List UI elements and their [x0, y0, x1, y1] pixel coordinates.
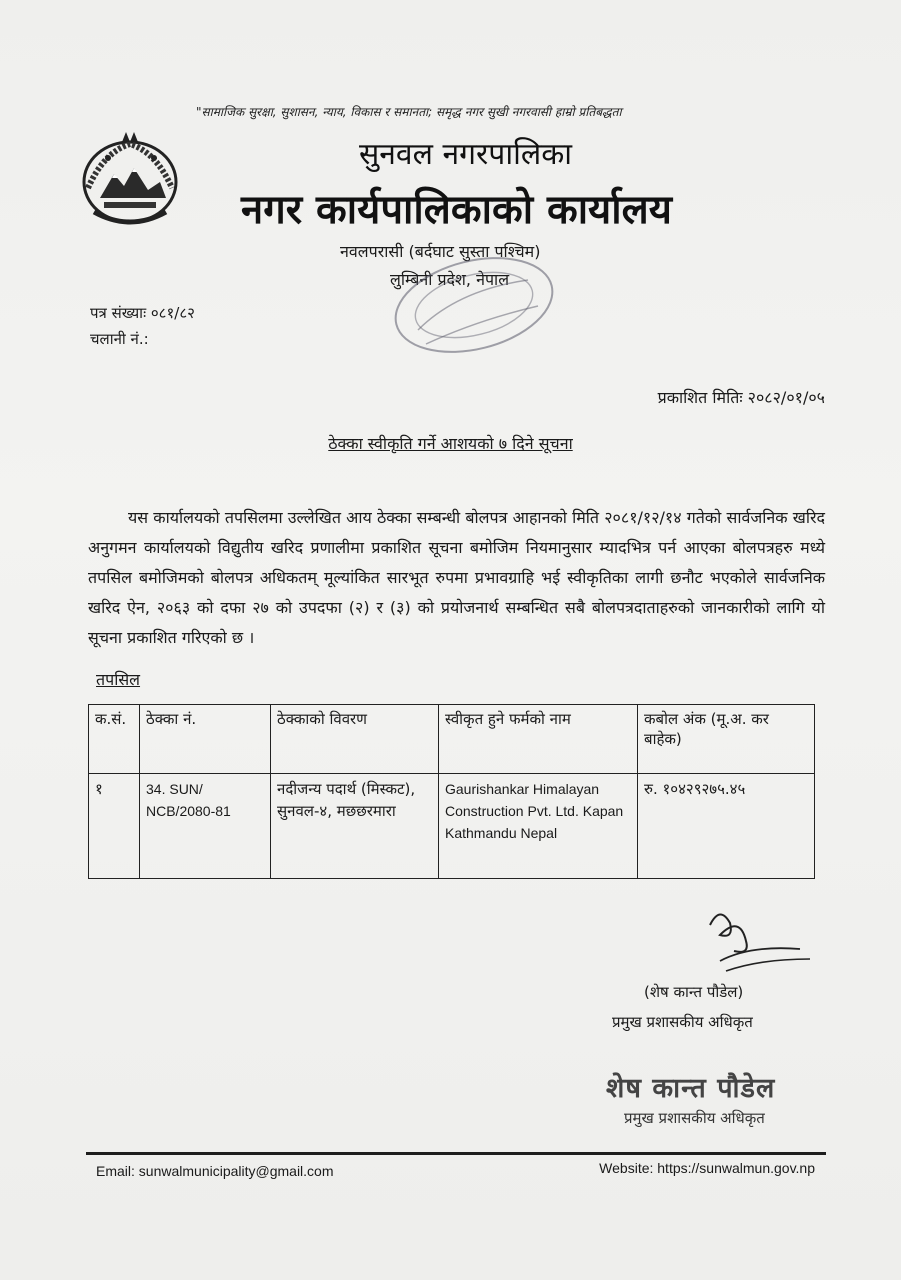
cell-sn: १	[89, 774, 140, 879]
signer-designation: प्रमुख प्रशासकीय अधिकृत	[612, 1013, 753, 1031]
table-header-row	[89, 705, 815, 774]
table-row	[89, 774, 815, 879]
footer-email: Email: sunwalmunicipality@gmail.com	[96, 1163, 334, 1179]
cell-description: नदीजन्य पदार्थ (मिस्कट), सुनवल-४, मछछरमारा	[271, 774, 439, 879]
handwritten-signature	[690, 905, 820, 983]
letter-number: पत्र संख्याः ०८१/८२	[90, 304, 195, 322]
header-amount: कबोल अंक (मू.अ. कर बाहेक)	[638, 705, 815, 774]
header-contract-no: ठेक्का नं.	[140, 705, 271, 774]
address-line-1: नवलपरासी (बर्दघाट सुस्ता पश्चिम)	[340, 242, 541, 261]
cell-contract-no: 34. SUN/ NCB/2080-81	[140, 774, 271, 879]
cell-firm: Gaurishankar Himalayan Construction Pvt. Ltd. Kapan Kathmandu Nepal	[439, 774, 638, 879]
motto: "सामाजिक सुरक्षा, सुशासन, न्याय, विकास र समानता; समृद्ध नगर सुखी नगरवासी हाम्रो प्रतिबद्धता	[196, 105, 622, 119]
notice-body: यस कार्यालयको तपसिलमा उल्लेखित आय ठेक्का सम्बन्धी बोलपत्र आहानको मिति २०८१/१२/१४ गतेको सार्वजनिक खरिद अनुगमन कार्यालयको विद्युतीय खरिद प्रणालीमा प्रकाशित सूचना बमोजिम नियमानुसार म्यादभित्र पर्न आएका बोलपत्रहरु मध्ये तपसिल बमोजिमको बोलपत्र अधिकतम् मूल्यांकित सारभूत रुपमा प्रभावग्राहि भई स्वीकृतिका लागी छनौट भएकोले सार्वजनिक खरिद ऐन, २०६३ को दफा २७ को उपदफा (२) र (३) को प्रयोजनार्थ सम्बन्धित सबै बोलपत्रदाताहरुको जानकारीको लागि यो सूचना प्रकाशित गरिएको छ ।	[88, 508, 825, 647]
published-date: प्रकाशित मितिः २०८२/०१/०५	[657, 388, 825, 407]
dispatch-number: चलानी नं.:	[90, 330, 149, 348]
details-label: तपसिल	[96, 670, 141, 689]
cell-amount: रु. १०४२९२७५.४५	[638, 774, 815, 879]
reference-block	[90, 300, 195, 352]
header-firm: स्वीकृत हुने फर्मको नाम	[439, 705, 638, 774]
office-name: नगर कार्यपालिकाको कार्यालय	[241, 187, 672, 233]
name-seal: शेष कान्त पौडेल	[606, 1073, 776, 1104]
notice-subject: ठेक्का स्वीकृति गर्ने आशयको ७ दिने सूचना	[328, 434, 573, 453]
header-description: ठेक्काको विवरण	[271, 705, 439, 774]
office-stamp	[378, 250, 568, 360]
header-sn: क.सं.	[89, 705, 140, 774]
footer-divider	[86, 1152, 826, 1155]
contract-table	[88, 704, 815, 879]
signer-name: (शेष कान्त पौडेल)	[644, 983, 744, 1001]
name-seal-designation: प्रमुख प्रशासकीय अधिकृत	[624, 1109, 765, 1127]
footer-website: Website: https://sunwalmun.gov.np	[599, 1160, 815, 1176]
municipality-name: सुनवल नगरपालिका	[358, 137, 573, 172]
address-line-2: लुम्बिनी प्रदेश, नेपाल	[390, 270, 510, 289]
